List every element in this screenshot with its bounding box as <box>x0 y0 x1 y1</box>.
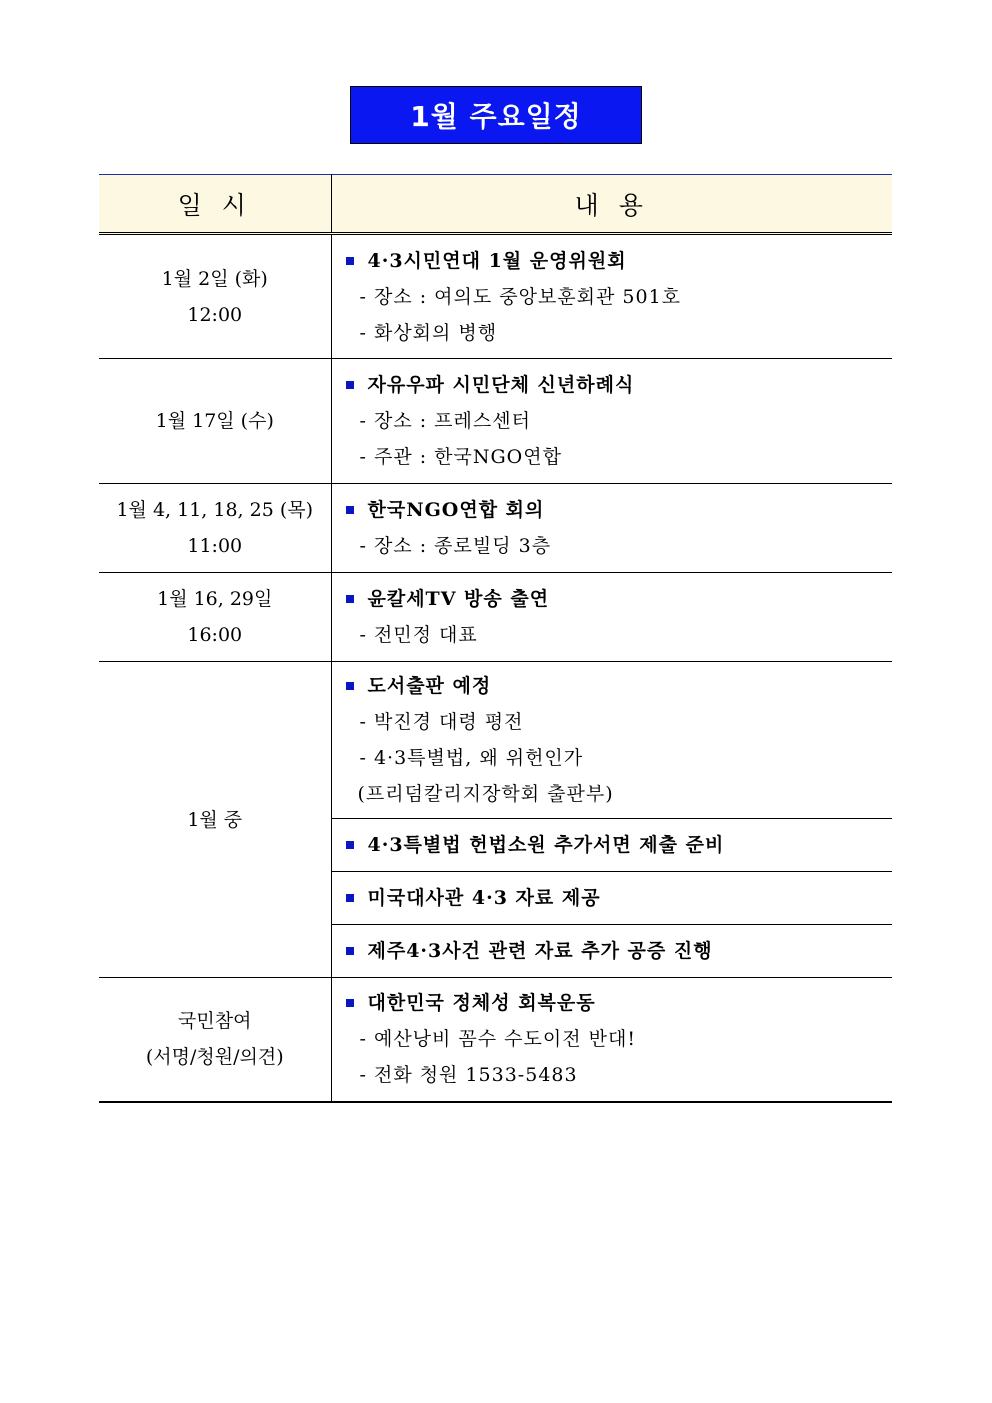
header-content: 내 용 <box>331 175 892 234</box>
item-detail: - 예산낭비 꼼수 수도이전 반대! <box>359 1028 636 1051</box>
table-row <box>99 978 892 1102</box>
date-cell <box>99 234 331 359</box>
item-title: 자유우파 시민단체 신년하례식 <box>367 374 635 396</box>
date-line: 1월 2일 (화) <box>161 267 268 290</box>
bullet-square-icon <box>346 595 354 603</box>
table-row <box>99 484 892 573</box>
time-line: 11:00 <box>187 535 243 557</box>
list-item <box>344 985 893 1021</box>
date-cell <box>99 573 331 662</box>
time-line: 12:00 <box>187 303 243 326</box>
item-detail: (프리덤칼리지장학회 출판부) <box>357 783 614 805</box>
item-detail: - 주관 : 한국NGO연합 <box>359 446 562 468</box>
item-title: 한국NGO연합 회의 <box>367 499 545 521</box>
item-detail: - 박진경 대령 평전 <box>359 711 524 733</box>
page-title: 1월 주요일정 <box>350 86 642 144</box>
bullet-square-icon <box>346 841 354 849</box>
item-detail: - 4·3특별법, 왜 위헌인가 <box>359 747 584 769</box>
content-cell <box>331 662 892 819</box>
bullet-square-icon <box>346 257 354 265</box>
item-detail: - 장소 : 여의도 중앙보훈회관 501호 <box>359 285 682 308</box>
content-cell <box>331 872 892 925</box>
date-cell <box>99 662 331 978</box>
date-line: 국민참여 <box>178 1010 252 1033</box>
content-cell <box>331 925 892 978</box>
content-cell <box>331 978 892 1102</box>
list-item <box>344 367 893 403</box>
list-item <box>344 827 893 863</box>
date-cell <box>99 978 331 1102</box>
list-item <box>344 243 893 279</box>
item-title: 도서출판 예정 <box>367 675 492 697</box>
list-item <box>344 581 893 617</box>
date-cell <box>99 484 331 573</box>
item-detail: - 화상회의 병행 <box>359 321 498 344</box>
content-cell <box>331 573 892 662</box>
content-cell <box>331 819 892 872</box>
list-item <box>344 933 893 969</box>
bullet-square-icon <box>346 381 354 389</box>
table-row <box>99 359 892 484</box>
item-detail: - 전민정 대표 <box>359 624 478 646</box>
table-row <box>99 573 892 662</box>
bullet-square-icon <box>346 999 354 1007</box>
date-line: 1월 17일 (수) <box>155 410 274 432</box>
item-title: 4·3특별법 헌법소원 추가서면 제출 준비 <box>367 834 725 856</box>
item-title: 4·3시민연대 1월 운영위원회 <box>367 249 627 272</box>
list-item <box>344 880 893 916</box>
item-title: 대한민국 정체성 회복운동 <box>367 992 596 1015</box>
content-cell <box>331 234 892 359</box>
item-title: 미국대사관 4·3 자료 제공 <box>367 887 601 909</box>
date-line: 1월 중 <box>187 808 243 831</box>
table-row <box>99 662 892 819</box>
date-line: 1월 4, 11, 18, 25 (목) <box>116 499 314 521</box>
content-cell <box>331 359 892 484</box>
date-line: (서명/청원/의견) <box>145 1046 284 1069</box>
bullet-square-icon <box>346 947 354 955</box>
header-date: 일 시 <box>99 175 331 234</box>
time-line: 16:00 <box>187 624 243 646</box>
bullet-square-icon <box>346 506 354 514</box>
table-row <box>99 234 892 359</box>
list-item <box>344 668 893 704</box>
item-detail: - 전화 청원 1533-5483 <box>359 1064 578 1087</box>
item-title: 윤칼세TV 방송 출연 <box>367 588 550 610</box>
item-title: 제주4·3사건 관련 자료 추가 공증 진행 <box>367 940 713 962</box>
item-detail: - 장소 : 프레스센터 <box>359 410 531 432</box>
bullet-square-icon <box>346 682 354 690</box>
content-cell <box>331 484 892 573</box>
bullet-square-icon <box>346 894 354 902</box>
date-line: 1월 16, 29일 <box>157 588 273 610</box>
schedule-table <box>99 174 892 1103</box>
header-row <box>99 175 892 234</box>
list-item <box>344 492 893 528</box>
date-cell <box>99 359 331 484</box>
item-detail: - 장소 : 종로빌딩 3층 <box>359 535 552 557</box>
